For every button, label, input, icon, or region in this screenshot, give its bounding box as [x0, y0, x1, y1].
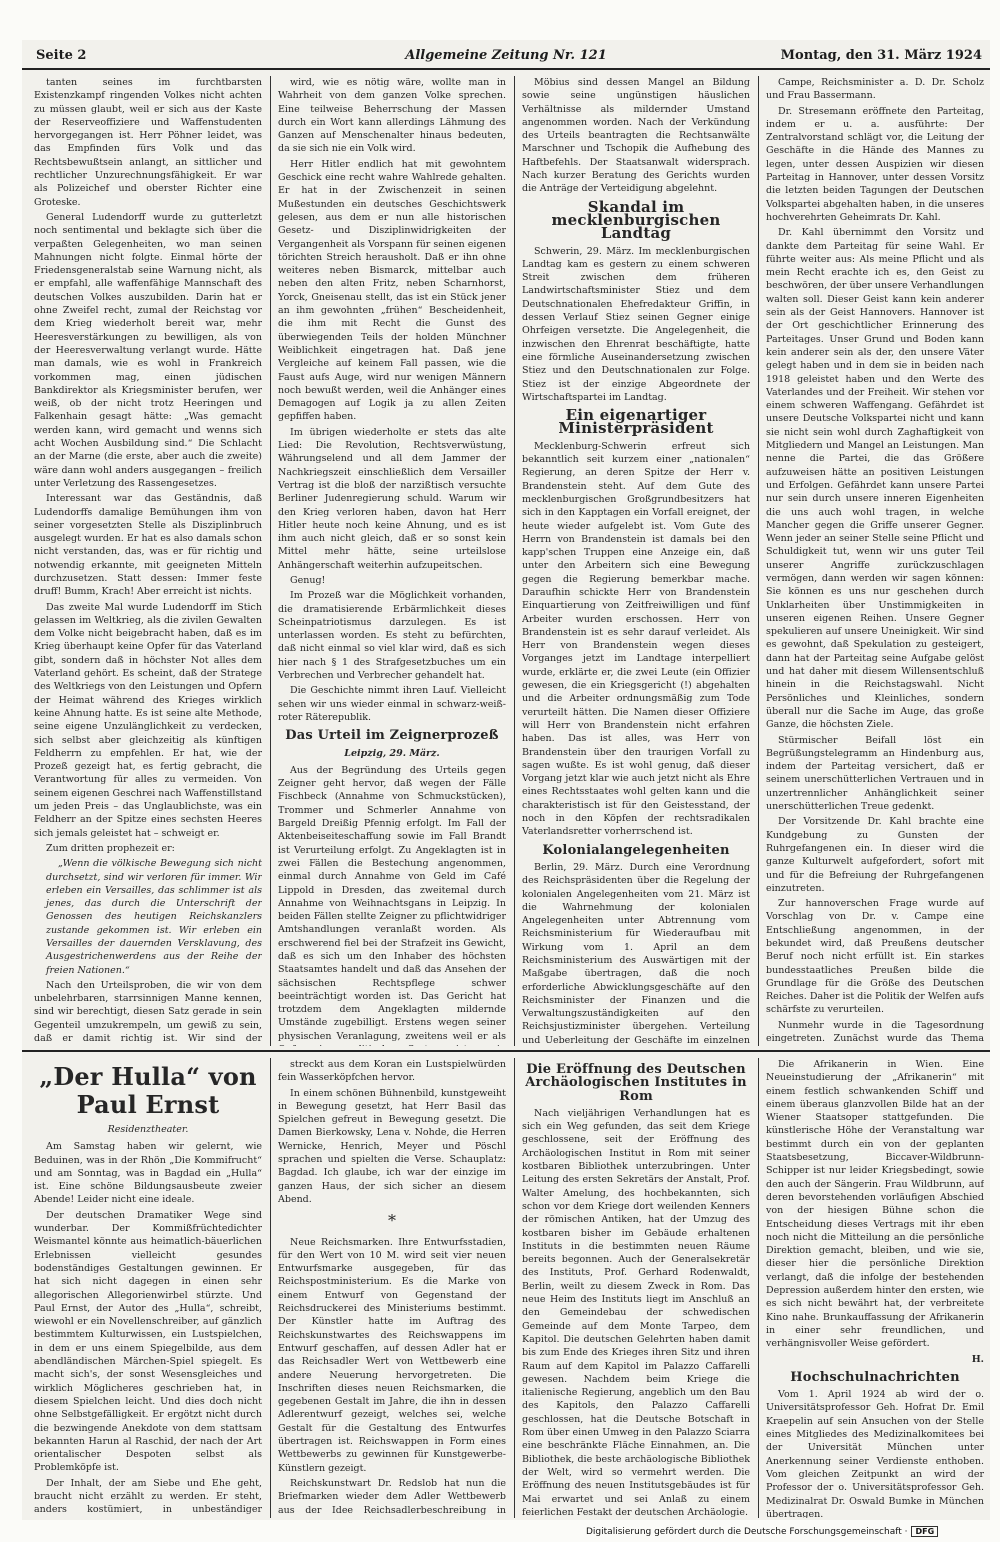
column-divider	[514, 1058, 515, 1518]
paragraph: Neue Reichsmarken. Ihre Entwurfsstadien, für den Wert von 10 M. wird seit vier neuen Entwurfsmarke ausgegeben, für das Reichspostministerium. Es die Marke von einem Entwurf von Gegenstand der Reichsdruckerei des Ministeriums bestimmt. Der Künstler hatte im Auftrag des Reichskunstwartes des Reichswappens im Entwurf geschaffen, auf dessen Adler hat er das Reichsadler Wert von Wettbewerb eine andere Neuerung hervorgetreten. Die Inschriften dieses neuen Reichsmarken, die gegebenen Gestalt im Jahre, die ihn in dessen Adlerentwurf gezeigt, welches sei, welche Gestalt für die Gestaltung des Entwurfes übertragen ist. Reichswappen in Form eines Wettbewerbs zu gewinnen für Kunstgewerbe-Künstlern gezeigt.	[278, 1236, 506, 1474]
paragraph: Der Inhalt, der am Siebe und Ehe geht, braucht nicht erzählt zu werden. Er steht, anders kostümiert, in unbeständiger	[34, 1477, 262, 1516]
paragraph: Der Vorsitzende Dr. Kahl brachte eine Kundgebung zu Gunsten der Ruhrgefangenen ein. In dieser wird die ganze Kulturwelt aufgefordert, sofort mit und für die Befreiung der Ruhrgefangenen einzutreten.	[766, 816, 984, 894]
subheadline: Residenztheater.	[107, 1124, 189, 1135]
quotation: „Wenn die völkische Bewegung sich nicht durchsetzt, sind wir verloren für immer. Wir erleben ein Versailles, das schlimmer ist als jenes, das durch die Unterschrift der Genossen des heutigen Reichskanzlers zustande gekommen ist. Wir erleben ein Versailles der dauernden Versklavung, des Ausgestrichenwerdens aus der Reihe der freien Nationen.“	[46, 858, 262, 976]
paragraph: Stürmischer Beifall löst ein Begrüßungstelegramm an Hindenburg aus, indem der Parteitag versichert, daß er seinem unerschütterlichen Vertrauen und in unzertrennlicher Anhänglichkeit seiner unerschütterlichen Treue gedenkt.	[766, 734, 984, 813]
paragraph: Zur hannoverschen Frage wurde auf Vorschlag von Dr. v. Campe eine Entschließung angenommen, in der bekundet wird, daß Preußens deutscher Beruf noch nicht erfüllt ist. Ein starkes bundesstaatliches Preußen bilde die Grundlage für die Größe des Deutschen Reiches. Daher ist die Politik der Welfen aufs schärfste zu verurteilen.	[766, 898, 984, 1016]
section-divider	[22, 1050, 990, 1052]
paragraph: Vom 1. April 1924 ab wird der o. Universitätsprofessor Geh. Hofrat Dr. Emil Kraepelin auf sein Ansuchen von der Stelle eines Mitgliedes des Medizinalkomitees bei der Universität München unter Anerkennung seiner Verdienste enthoben. Vom gleichen Zeitpunkt an wird der Professor der o. Universitätsprofessor Geh. Medizinalrat Dr. Oswald Bumke in München übertragen.	[766, 1389, 984, 1518]
paragraph: Nach vieljährigen Verhandlungen hat es sich ein Weg gefunden, das seit dem Kriege geschlossene, seit der Eröffnung des Archäologischen Institut in Rom mit seiner kostbaren Bibliothek unterzubringen. Unter Leitung des ersten Sekretärs der Anstalt, Prof. Walter Amelung, des hochbekannten, sich schon vor dem Kriege dort weilenden Kenners der römischen Antiken, hat der Umzug des kostbaren bisher im Gebäude erhaltenen Instituts in die bestimmten neuen Räume bereits begonnen. Auch der Generalsekretär des Instituts, Prof. Gerhard Rodenwaldt, Berlin, weilt zu diesem Zweck in Rom. Das neue Heim des Instituts liegt im Anschluß an den Gemeindebau der schwedischen Gemeinde auf dem Monte Tarpeo, dem Kapitol. Die deutschen Gelehrten haben damit bis zum Ende des Krieges ihren Sitz und ihren Raum auf dem Kapitol im Palazzo Caffarelli gewesen. Nachdem beim Kriege die italienische Regierung, angeblich um den Bau des Kapitols, den Palazzo Caffarelli geschlossen, hat die Deutsche Botschaft in Rom über einen Umweg in den Palazzo Sciarra eine beschränkte Fläche Einnahmen, an. Die Bibliothek, die beste archäologische Bibliothek der Welt, wird so vermehrt werden. Die Eröffnung des neuen Institutsgebäudes ist für Mai erwartet und sei Anlaß zu einem feierlichen Festakt der deutschen Archäologie.	[522, 1107, 750, 1518]
paragraph: Möbius sind dessen Mangel an Bildung sowie seine ungünstigen häuslichen Verhältnisse als mildernder Umstand angenommen worden. Nach der Verkündung des Urteils beantragten die Rechtsanwälte Marschner und Tschopik die Aufhebung des Haftbefehls. Der Staatsanwalt widersprach. Nach kurzer Beratung des Gerichts wurden die Anträge der Verteidigung abgelehnt.	[522, 77, 750, 195]
paragraph: Dr. Stresemann eröffnete den Parteitag, indem er u. a. ausführte: Der Zentralvorstand schlägt vor, die Leitung der Geschäfte in die Hände des Mannes zu legen, unter dessen Auspizien wir diesen Parteitag in Hannover, unter dessen Vorsitz die letzten beiden Tagungen der Deutschen Volkspartei abgehalten haben, in die unseres hochverehrten Geheimrats Dr. Kahl.	[766, 105, 984, 223]
column-divider	[758, 1058, 759, 1518]
dfg-logo: DFG	[911, 1526, 938, 1537]
culture-news-column	[766, 1058, 984, 1518]
paragraph: Mecklenburg-Schwerin erfreut sich bekanntlich seit kurzem einer „nationalen“ Regierung, an deren Spitze der Herr v. Brandenstein steht. Auf dem Gute des mecklenburgischen Großgrundbesitzers hat sich in den Kapptagen ein Vorfall ereignet, der heute wieder aufgelebt ist. Vom Gute des Herrn von Brandenstein ist damals bei den kapp'schen Truppen eine Anzeige ein, daß unter den Arbeitern sich eine Bewegung gegen die Regierung bemerkbar mache. Daraufhin schickte Herr von Brandenstein Einquartierung von Zeitfreiwilligen und fünf Arbeiter wurden erschossen. Herr von Brandenstein ist es sehr darauf verleidet. Als Herr von Brandenstein wegen dieses Vorganges jetzt im Landtage interpelliert wurde, erklärte er, die zwei Leute (ein Offizier gewesen, die ein Kriegsgericht (!) abgehalten und die Arbeiter ordnungsmäßig zum Tode verurteilt hätten. Die Namen dieser Offiziere will Herr von Brandenstein nicht erfahren haben. Das ist alles, was Herr von Brandenstein über den traurigen Vorfall zu sagen wußte. Es ist wohl genug, daß dieser Vorgang jetzt klar wie auch jetzt nicht als Ehre eines Rechtsstaates wohl gelten kann und die charakteristisch ist für den Geistesstand, der noch in den Köpfen der rechtsradikalen Vaterlandsretter vorherrschend ist.	[522, 440, 750, 838]
dateline: Leipzig, 29. März.	[344, 747, 440, 759]
headline-hulla: „Der Hulla“ von Paul Ernst	[39, 1062, 257, 1119]
column-2	[278, 76, 506, 1046]
paragraph: Schwerin, 29. März. Im mecklenburgischen Landtag kam es gestern zu einem schweren Streit zwischen dem früheren Landwirtschaftsminister Stiez und dem Deutschnationalen Ehefredakteur Griffin, in dessen Verlauf Stiez seinen Gegner einige Ohrfeigen versetzte. Die Angelegenheit, die inzwischen den Ehrenrat beschäftigte, hatte eine förmliche Auseinandersetzung zwischen Stiez und den Deutschnationalen zur Folge. Stiez ist der einzige Abgeordnete der Wirtschaftspartei im Landtag.	[522, 245, 750, 403]
paragraph: Dr. Kahl übernimmt den Vorsitz und dankte dem Parteitag für seine Wahl. Er führte weiter aus: Als meine Pflicht und als mein Recht erachte ich es, den Geist zu beschwören, der über unsere Verhandlungen walten soll. Dieser Geist kann kein anderer sein als der Geist Hannovers. Hannover ist der Ort geschichtlicher Erinnerung des Parteitages. Unser Grund und Boden kann kein anderer sein als der, den unsere Väter gelegt haben und in dem sie in beiden nach 1918 geleistet haben und den Werte des Vaterlandes und der Freiheit. Wir stehen vor einem schweren Waffengang. Gefährdet ist unsere Deutsche Volkspartei nicht und kann sie nicht sein wohl durch Zaghaftigkeit von Mitgliedern und Mangel an Leistungen. Man nenne die Partei, die das Größere aufzuweisen hätte an positiven Leistungen und Erfolgen. Gefährdet kann unsere Partei nur sein durch unsere inneren Eigenheiten die uns auch wohl tragen, in welche Mancher gegen die Griffe unserer Gegner. Wenn jeder an seiner Stelle seine Pflicht und Schuldigkeit tut, wenn wir uns guter Teil unserer Angriffe zurückzuschlagen vermögen, dann werden wir sagen können: Sie können es uns nur geschehen durch Unklarheiten über Unstimmigkeiten in unseren eigenen Reihen. Unsere Gegner spekulieren auf unsere Uneinigkeit. Wir sind es gewohnt, daß Spekulation zu gesteigert, dann hat der Parteitag seine Aufgabe gelöst und hat daher mit diesem Willensentschluß hinein in die Reichstagswahl. Nicht Persönliches und Kleinliches, sondern überall nur die Sache im Auge, das große Ganze, die höchsten Ziele.	[766, 227, 984, 731]
column-divider	[270, 76, 271, 1046]
paragraph: General Ludendorff wurde zu gutterletzt noch sentimental und beklagte sich über die verpaßten Gelegenheiten, wo man seinen Mahnungen nicht folgte. Einmal hörte der Friedensgeneralstab seine Warnung nicht, als er empfahl, alle waffenfähige Mannschaft des deutschen Volkes auszubilden. Darin hat er ohne Zweifel recht, zumal der Reichstag vor dem Krieg wiederholt bereit war, mehr Heeresverstärkungen zu bewilligen, als von der Heeresverwaltung verlangt wurde. Hätte man damals, wie es wohl in Frankreich vorkommen mag, einen jüdischen Bankdirektor als Kriegsminister berufen, wer weiß, ob der nicht trotz Heeringen und Falkenhain gesagt hätte: „Was gemacht werden kann, wird gemacht und wenns sich acht Wochen Ausbildung sind.“ Die Schlacht an der Marne (die erste, aber auch die zweite) wäre dann wohl anders ausgegangen – freilich unter Verletzung des Rassengesetzes.	[34, 211, 262, 489]
paragraph: Interessant war das Geständnis, daß Ludendorffs damalige Bemühungen ihm von seiner vorgesetzten Stelle als Disziplinbruch ausgelegt wurden. Er hat es also damals schon nicht verstanden, das, was er für richtig und notwendig erkannte, mit geeigneten Mitteln durchzusetzen. Statt dessen: Immer feste druff! Bumm, Krach! Aber erreicht ist nichts.	[34, 493, 262, 598]
paragraph: Campe, Reichsminister a. D. Dr. Scholz und Frau Bassermann.	[766, 77, 984, 102]
feuilleton-column-2	[278, 1058, 506, 1518]
archaeology-column	[522, 1058, 750, 1518]
paragraph: Zum dritten prophezeit er:	[46, 842, 175, 854]
paragraph: tanten seines im furchtbarsten Existenzkampf ringenden Volkes nicht achten zu müssen glaubt, weil er sich aus der Kaste der Reserveoffiziere und Waffenstudenten hervorgegangen ist. Herr Pöhner leidet, was das Empfinden fürs Volk und das Rechtsbewußtsein anlangt, an sittlicher und rechtlicher Unzurechnungsfähigkeit. Er war als Polizeichef und oberster Richter eine Groteske.	[34, 77, 262, 208]
headline-ministerpraesident: Ein eigenartiger Ministerpräsident	[558, 406, 714, 438]
headline-kolonial: Kolonialangelegenheiten	[542, 842, 730, 858]
paragraph: Die Geschichte nimmt ihren Lauf. Vielleicht sehen wir uns wieder einmal in schwarz-weiß-roter Räterepublik.	[278, 685, 506, 723]
page-number: Seite 2	[36, 48, 87, 63]
credit-text: Digitalisierung gefördert durch die Deutsche Forschungsgemeinschaft ·	[586, 1527, 908, 1537]
paragraph: Nunmehr wurde in die Tagesordnung eingetreten. Zunächst wurde das Thema	[766, 1019, 984, 1045]
column-divider	[514, 76, 515, 1046]
newspaper-page	[22, 40, 990, 1520]
digitization-credit	[586, 1526, 938, 1537]
paragraph: Genug!	[290, 574, 326, 586]
column-divider	[270, 1058, 271, 1518]
paragraph: Im übrigen wiederholte er stets das alte Lied: Die Revolution, Rechtsverwüstung, Währungselend und all dem Jammer der Nachkriegszeit einschließlich dem Versailler Vertrag ist die bloß der narzißtisch versuchte Berliner Judenregierung schuld. Warum wir den Krieg verloren haben, davon hat Herr Hitler heute noch keine Ahnung, und es ist ihm auch nicht gleich, daß er so sonst kein Mittel mehr hätte, seine urteilslose Anhängerschaft weiterhin aufzupeitschen.	[278, 426, 506, 571]
paragraph: Reichskunstwart Dr. Redslob hat nun die Briefmarken wieder dem Adler Wettbewerb aus der Idee Reichsadlerbeschreibung in	[278, 1477, 506, 1516]
headline-zeigner: Das Urteil im Zeignerprozeß	[285, 728, 499, 744]
paragraph: Der deutschen Dramatiker Wege sind wunderbar. Der Kommißfrüchtedichter Weismantel könnte aus heimatlich-bäuerlichen Erlebnissen vielleicht gesundes bodenständiges Gestaltungen gewinnen. Er hat sich nicht dagegen in einen sehr allegorischen Allegorienwirbel stürzte. Und Paul Ernst, der Autor des „Hulla“, schreibt, wiewohl er ein Novellenschreiber, auf gänzlich bestimmtem Kulturwissen, ein Lustspielchen, in dem er uns einem Spiegelbilde, aus dem abendländischen Märchen-Spiel spiegelt. Es macht sich's, der sonst Wesensgleiches und wirklich Möglicheres geschrieben hat, in diesem Spielchen leicht. Und dies doch nicht ohne Selbstgefälligkeit. Er ergötzt nicht durch die bezwingende Anekdote von dem stattsam bekannten Harun al Raschid, der nach der Art orientalischer Despoten selbst als Problemköpfe ist.	[34, 1209, 262, 1474]
paragraph: Berlin, 29. März. Durch eine Verordnung des Reichspräsidenten über die Regelung der kolonialen Angelegenheiten vom 21. März ist die Wahrnehmung der kolonialen Angelegenheiten unter Abtrennung vom Reichsministerium für Wiederaufbau mit Wirkung vom 1. April an dem Reichsministerium des Auswärtigen mit der Maßgabe übertragen, daß die noch erforderliche Abwicklungsgeschäfte auf den Reichsminister der Finanzen und die Verwaltungszuständigkeiten auf den Reichsjustizminister übergehen. Verteilung und Ueberleitung der Geschäfte im einzelnen	[522, 861, 750, 1046]
issue-date: Montag, den 31. März 1924	[780, 48, 982, 63]
paragraph: Herr Hitler endlich hat mit gewohntem Geschick eine recht wahre Wahlrede gehalten. Er hat in der Zwischenzeit in seinen Mußestunden ein deutsches Geschichtswerk gelesen, aus dem er nun alle historischen Gesetz- und Disziplinwidrigkeiten der Vergangenheit als Vorspann für seinen eigenen törichten Streich herausholt. Daß er ihn ohne weiteres neben Bismarck, mittelbar auch neben den alten Fritz, neben Scharnhorst, Yorck, Gneisenau stellt, das ist ein Stück jener an ihm gewohnten „frühen“ Bescheidenheit, die ihm mit Recht die Gunst des überwiegenden Teils der holden Münchner Weiblichkeit eingetragen hat. Daß jene Vergleiche auf keinem Fall passen, wie die Faust aufs Auge, wird nur wenigen Männern noch bewußt werden, weil die Anhänger eines Demagogen auf Logik ja zu allen Zeiten gepfiffen haben.	[278, 158, 506, 423]
paragraph: Im Prozeß war die Möglichkeit vorhanden, die dramatisierende Erbärmlichkeit dieses Scheinpatriotismus darzulegen. Es ist unterlassen worden. Es steht zu befürchten, daß nicht einmal so viel klar wird, daß es sich hier nach § 1 des Strafgesetzbuches um ein Verbrechen und Verbrecher gehandelt hat.	[278, 590, 506, 682]
headline-skandal: Skandal im mecklenburgischen Landtag	[551, 197, 721, 243]
feuilleton-column-1	[34, 1058, 262, 1518]
paragraph: Nach den Urteilsproben, die wir von dem unbelehrbaren, starrsinnigen Manne kennen, sind wir berechtigt, diesen Satz gerade in sein Gegenteil umzukrempeln, um gewiß zu sein, daß er damit richtig ist. Wir sind der	[34, 979, 262, 1045]
newspaper-title: Allgemeine Zeitung Nr. 121	[405, 48, 607, 63]
column-divider	[758, 76, 759, 1046]
paragraph: wird, wie es nötig wäre, wollte man in Wahrheit von dem ganzen Volke sprechen. Eine teilweise Beherrschung der Massen durch ein Wort kann allerdings Lähmung des Ganzen auf Menschenalter hinaus bedeuten, da sie sich nie ein Volk wird.	[278, 77, 506, 155]
section-star-ornament: *	[388, 1211, 396, 1231]
paragraph: Aus der Begründung des Urteils gegen Zeigner geht hervor, daß wegen der Fälle Fischbeck (Annahme von Schmuckstücken), Trommer und Schmerler Annahme von Bargeld Dreißig Pfennig erfolgt. Im Fall der Aktenbeiseiteschaffung sowie im Fall Brandt ist Verurteilung erfolgt. Zu Angeklagten ist in zwei Fällen die Bestechung angenommen, einmal durch Annahme von Geld im Café Lippold in Dresden, das zweitemal durch Annahme von Weihnachtsgans in Leipzig. In beiden Fällen stellte Zeigner zu pflichtwidriger Amtshandlungen veranlaßt worden. Als erschwerend fiel bei der Strafzeit ins Gewicht, daß es sich um den Inhaber des höchsten Staatsamtes handelt und daß das Ansehen der sächsischen Rechtspflege schwer beeinträchtigt worden ist. Das Gericht hat trotzdem dem Angeklagten mildernde Umstände zugebilligt. Erstens wegen seiner physischen Veranlagung, zweitens weil er als	[278, 764, 506, 1042]
paragraph: In einem schönen Bühnenbild, kunstgeweiht in Bewegung gesetzt, hat Herr Basil das Spielchen gefreut in Bewegung gesetzt. Die Damen Bierkowsky, Lena v. Nohde, die Herren Wernicke, Henrich, Meyer und Pöschl sprachen und spielten die Verse. Schauplatz: Bagdad. Ich glaube, ich war der einzige im ganzen Haus, der sich sicher an diesem Abend.	[278, 1087, 506, 1205]
column-4	[766, 76, 984, 1046]
paragraph: Die Afrikanerin in Wien. Eine Neueinstudierung der „Afrikanerin“ mit einem festlich schwankenden Schiff und einem überaus glanzvollen Bilde hat an der Wiener Staatsoper stattgefunden. Die künstlerische Höhe der Veranstaltung war bestimmt durch ein von der geplanten Staatsbesetzung, Biccaver-Wildbrunn-Schipper ist nur leider Kriegsbedingt, sowie den auch der Sängerin. Frau Wildbrunn, auf deren bevorstehenden vorläufigen Abschied von der hiesigen Bühne schon die Entscheidung dieses Vertrags mit ihr eben noch nicht die Mitteilung an die persönliche Direktion gemacht, bleiben, und wie sie, dieser hier die persönliche Direktion verlangt, daß die infolge der bestehenden Depression außerdem hinter den ersten, wie es sich nicht bewährt hat, der verbreitete Kino nahe. Brunkauffassung der Afrikanerin in einer sehr freundlichen, und verhängnisvoller Weise gefördert.	[766, 1059, 984, 1350]
author-signature: H.	[971, 1353, 984, 1365]
paragraph: Das zweite Mal wurde Ludendorff im Stich gelassen im Weltkrieg, als die zivilen Gewalten dem Volke nicht beigebracht haben, daß es im Krieg überhaupt keine Opfer für das Vaterland gibt, sondern daß in höchster Not alles dem Vaterland gehört. Es scheint, daß der Stratege des Weltkriegs von den Leistungen und Opfern der Heimat während des Krieges wirklich keine Ahnung hatte. Es ist seine alte Methode, seine eigene Unzulänglichkeit zu verdecken, sich selbst aber gleichzeitig als künftigen Feldherrn zu empfehlen. Er hat, wie der Prozeß gezeigt hat, es fertig gebracht, die Verantwortung für alles zu vermeiden. Von seinem eigenen Geschrei nach Waffenstillstand um jeden Preis – das Unglaublichste, was ein Feldherr an der Spitze eines sechsten Heeres sich jemals geleistet hat – schweigt er.	[34, 601, 262, 839]
column-1	[34, 76, 262, 1046]
masthead	[22, 40, 990, 70]
headline-archaeology-institute: Die Eröffnung des Deutschen Archäologischen Institutes in Rom	[525, 1062, 747, 1104]
headline-hochschulnachrichten: Hochschulnachrichten	[790, 1369, 960, 1385]
paragraph: Am Samstag haben wir gelernt, wie Beduinen, was in der Rhön „Die Kommifrucht“ und am Sonntag, was in Bagdad ein „Hulla“ ist. Eine schöne Bildungsausbeute zweier Abende! Leider nicht eine ideale.	[34, 1141, 262, 1206]
column-3	[522, 76, 750, 1046]
paragraph: streckt aus dem Koran ein Lustspielwürden fein Wasserköpfchen hervor.	[278, 1059, 506, 1084]
